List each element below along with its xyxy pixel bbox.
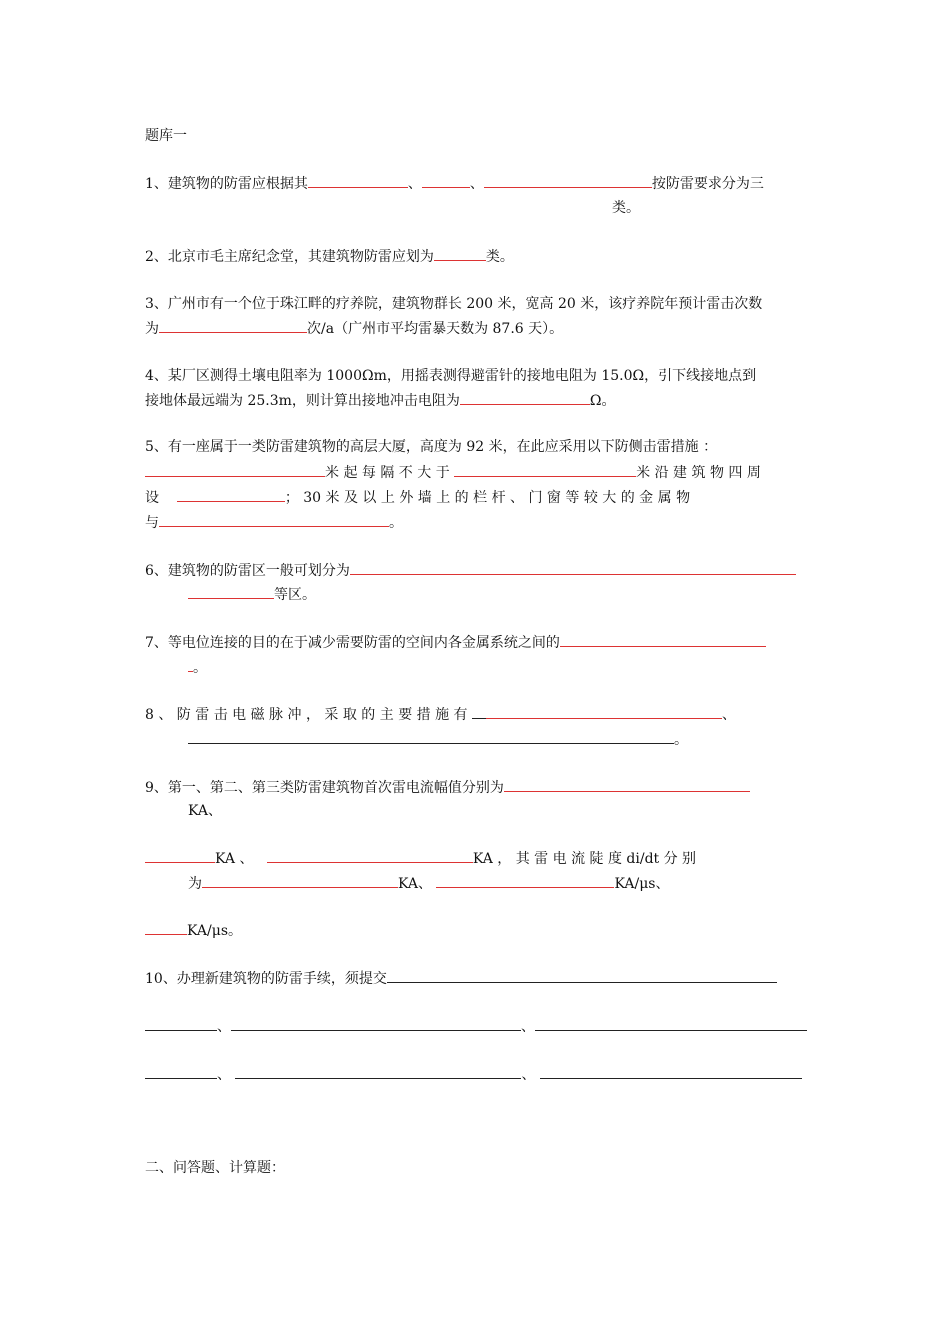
question-7: 7、等电位连接的目的在于减少需要防雷的空间内各金属系统之间的 (145, 632, 766, 653)
question-9: 9、第一、第二、第三类防雷建筑物首次雷电流幅值分别为 (145, 777, 750, 798)
question-10: 10、办理新建筑物的防雷手续，须提交 (145, 968, 777, 989)
blank (535, 1016, 807, 1031)
blank (188, 584, 274, 599)
blank (486, 704, 722, 719)
blank (145, 920, 187, 935)
question-9-line5: KA/μs。 (145, 920, 242, 941)
question-10-line3: 、 、 (145, 1064, 802, 1085)
blank (560, 632, 766, 647)
blank (472, 704, 486, 719)
blank (202, 873, 398, 888)
question-6-cont: 等区。 (188, 584, 316, 605)
blank (145, 462, 325, 477)
question-5: 5、有一座属于一类防雷建筑物的高层大厦，高度为 92 米，在此应采用以下防侧击雷措施 ： (145, 439, 718, 455)
question-9-line3: KA 、 KA ， 其 雷 电 流 陡 度 di/dt 分 别 (145, 848, 696, 869)
blank (159, 512, 389, 527)
question-5-line4: 与 。 (145, 512, 403, 533)
question-8-cont: 。 (188, 729, 688, 750)
blank (267, 848, 473, 863)
blank (308, 173, 408, 188)
question-4-cont: 接地体最远端为 25.3m，则计算出接地冲击电阻为 Ω。 (145, 390, 616, 411)
question-5-line2: 米 起 每 隔 不 大 于 米 沿 建 筑 物 四 周 (145, 462, 761, 483)
blank (504, 777, 750, 792)
section-heading: 二、问答题、计算题： (145, 1160, 285, 1176)
blank (159, 318, 307, 333)
blank (387, 968, 777, 983)
blank (145, 848, 215, 863)
blank (235, 1064, 521, 1079)
blank (145, 1064, 217, 1079)
question-3-cont: 为 次/a（广州市平均雷暴天数为 87.6 天）。 (145, 318, 563, 339)
blank (484, 173, 652, 188)
question-6: 6、建筑物的防雷区一般可划分为 (145, 560, 796, 581)
blank (460, 390, 590, 405)
blank (540, 1064, 802, 1079)
question-1-cont: 类。 (612, 200, 640, 216)
blank (188, 729, 674, 744)
blank (454, 462, 636, 477)
question-9-line2: KA、 (188, 803, 223, 819)
page-title: 题库一 (145, 128, 187, 144)
blank (436, 873, 614, 888)
question-10-line2: 、 、 (145, 1016, 807, 1037)
question-7-cont: 。 (188, 657, 207, 678)
question-8: 8 、 防 雷 击 电 磁 脉 冲 ， 采 取 的 主 要 措 施 有 、 (145, 704, 736, 725)
question-9-line4: 为 KA、 KA/μs、 (188, 873, 669, 894)
blank (145, 1016, 217, 1031)
blank (422, 173, 470, 188)
question-2: 2、北京市毛主席纪念堂，其建筑物防雷应划为 类。 (145, 246, 514, 267)
question-5-line3: 设 ； 30 米 及 以 上 外 墙 上 的 栏 杆 、 门 窗 等 较 大 的 金 属 物 (145, 487, 690, 508)
question-4: 4、某厂区测得土壤电阻率为 1000Ωm，用摇表测得避雷针的接地电阻为 15.0Ω，引下线接地点到 (145, 368, 757, 384)
question-3: 3、广州市有一个位于珠江畔的疗养院，建筑物群长 200 米，宽高 20 米，该疗养院年预计雷击次数 (145, 296, 763, 312)
blank (434, 246, 486, 261)
blank (350, 560, 796, 575)
blank (177, 487, 285, 502)
blank (231, 1016, 521, 1031)
question-1: 1、建筑物的防雷应根据其 、 、 按防雷要求分为三 (145, 173, 764, 194)
